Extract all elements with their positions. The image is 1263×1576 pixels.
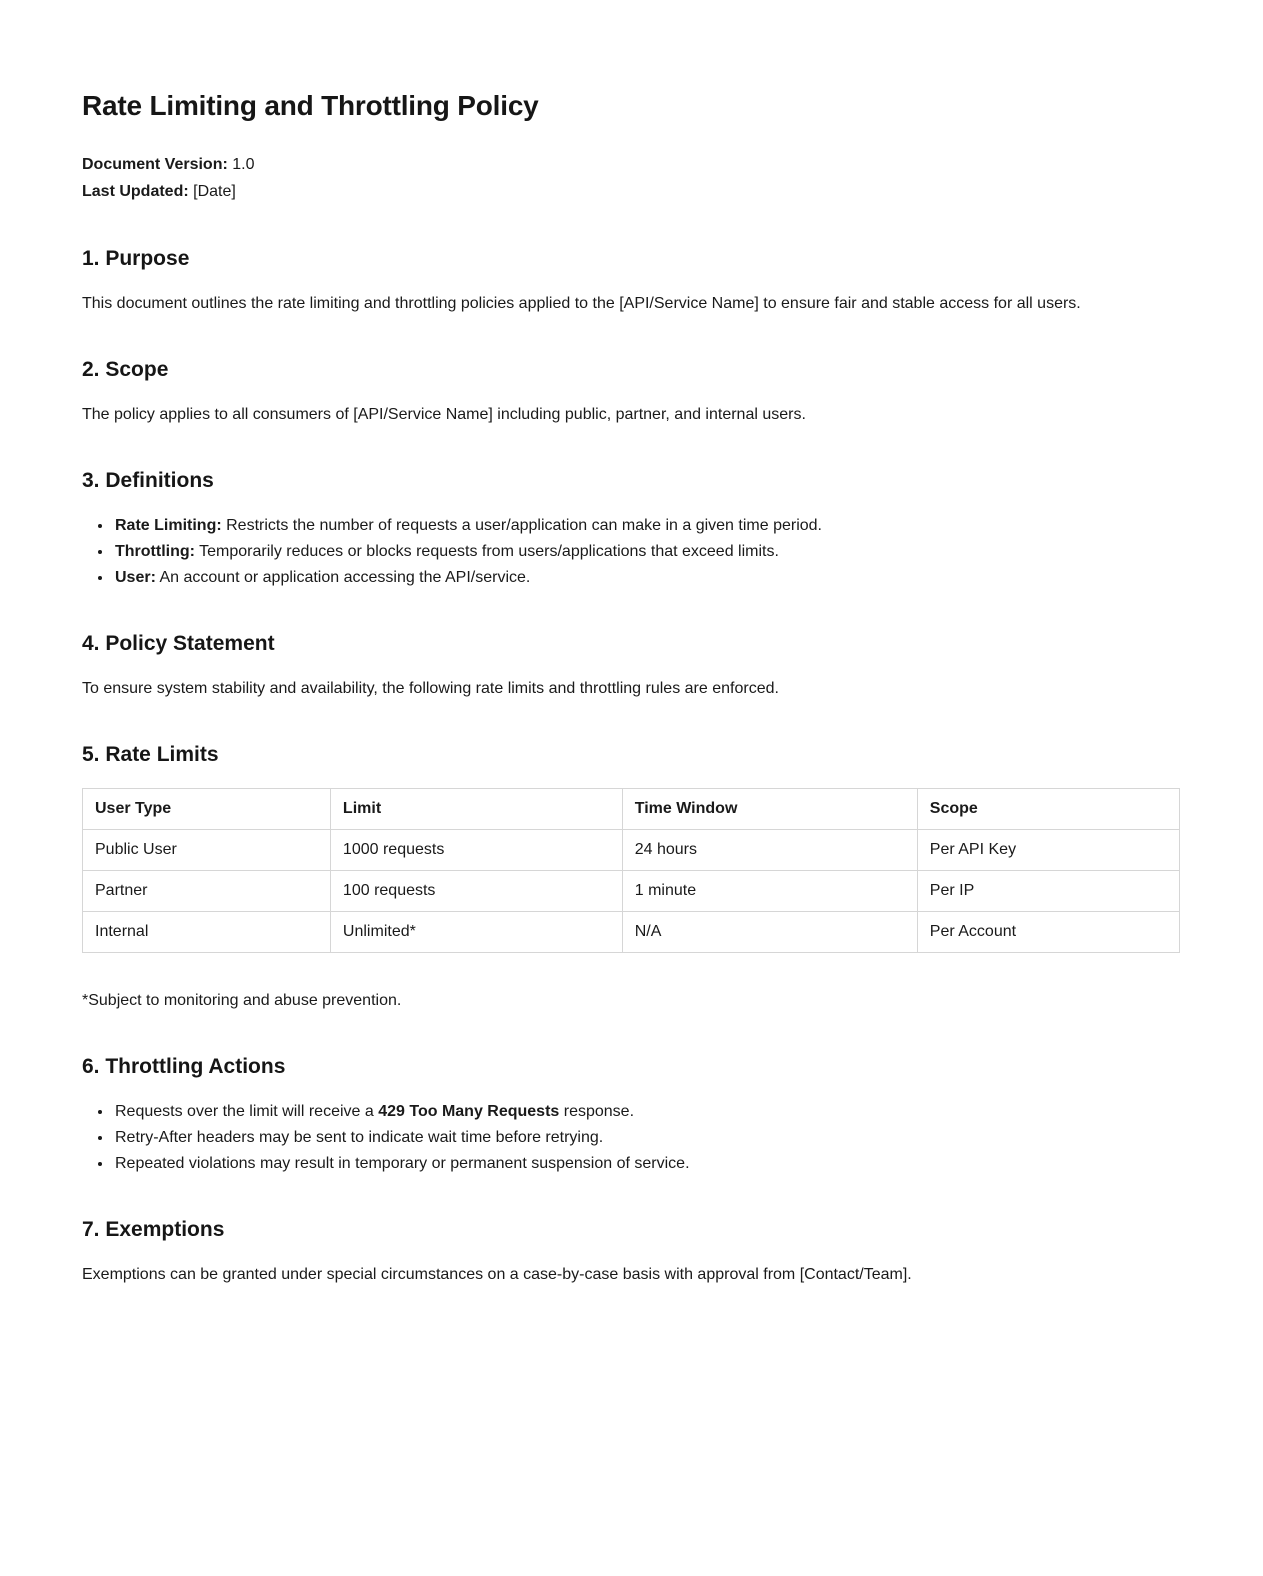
definition-term: Rate Limiting: bbox=[115, 517, 222, 534]
rate-limits-table bbox=[82, 788, 1180, 953]
column-header-limit: Limit bbox=[330, 789, 622, 830]
table-cell: 100 requests bbox=[330, 871, 622, 912]
definition-term: Throttling: bbox=[115, 543, 195, 560]
column-header-user-type: User Type bbox=[83, 789, 331, 830]
throttling-action-item-429 bbox=[113, 1100, 1180, 1124]
scope-heading: 2. Scope bbox=[82, 358, 169, 381]
last-updated-line bbox=[82, 178, 1180, 205]
column-header-time-window: Time Window bbox=[622, 789, 917, 830]
action-text-suffix: response. bbox=[559, 1103, 635, 1120]
document-version-value: 1.0 bbox=[232, 156, 255, 173]
table-header-row bbox=[83, 789, 1180, 830]
exemptions-heading: 7. Exemptions bbox=[82, 1218, 225, 1241]
definition-text: An account or application accessing the API/service. bbox=[159, 569, 531, 586]
exemptions-paragraph: Exemptions can be granted under special circumstances on a case-by-case basis with approval from [Contact/Team]. bbox=[82, 1266, 912, 1283]
document-version-line bbox=[82, 151, 1180, 178]
document-meta bbox=[82, 151, 1180, 205]
last-updated-value: [Date] bbox=[193, 183, 236, 200]
document-version-label: Document Version: bbox=[82, 156, 228, 173]
definitions-list bbox=[82, 514, 1180, 590]
rate-limits-heading: 5. Rate Limits bbox=[82, 743, 219, 766]
table-cell: Per Account bbox=[917, 912, 1179, 953]
action-text-prefix: Retry-After headers may be sent to indicate wait time before retrying. bbox=[115, 1129, 604, 1146]
section-definitions bbox=[82, 467, 1180, 590]
definition-text: Restricts the number of requests a user/application can make in a given time period. bbox=[226, 517, 822, 534]
definition-item-rate-limiting bbox=[113, 514, 1180, 538]
column-header-scope: Scope bbox=[917, 789, 1179, 830]
section-throttling-actions bbox=[82, 1053, 1180, 1176]
scope-paragraph: The policy applies to all consumers of [API/Service Name] including public, partner, and internal users. bbox=[82, 406, 806, 423]
table-row-partner bbox=[83, 871, 1180, 912]
table-cell: Partner bbox=[83, 871, 331, 912]
document-title: Rate Limiting and Throttling Policy bbox=[82, 90, 539, 121]
table-cell: Per API Key bbox=[917, 830, 1179, 871]
table-cell: N/A bbox=[622, 912, 917, 953]
section-exemptions bbox=[82, 1216, 1180, 1287]
section-policy-statement bbox=[82, 630, 1180, 701]
policy-statement-paragraph: To ensure system stability and availability, the following rate limits and throttling rules are enforced. bbox=[82, 680, 779, 697]
table-row-public-user bbox=[83, 830, 1180, 871]
definitions-heading: 3. Definitions bbox=[82, 469, 214, 492]
action-text-prefix: Requests over the limit will receive a bbox=[115, 1103, 379, 1120]
section-scope bbox=[82, 356, 1180, 427]
definition-text: Temporarily reduces or blocks requests from users/applications that exceed limits. bbox=[199, 543, 779, 560]
section-rate-limits bbox=[82, 741, 1180, 1013]
rate-limits-footnote: *Subject to monitoring and abuse prevention. bbox=[82, 992, 402, 1009]
table-cell: Unlimited* bbox=[330, 912, 622, 953]
purpose-paragraph: This document outlines the rate limiting and throttling policies applied to the [API/Service Name] to ensure fair and stable access for all users. bbox=[82, 295, 1081, 312]
definition-item-user bbox=[113, 566, 1180, 590]
throttling-action-item-violations bbox=[113, 1152, 1180, 1176]
table-row-internal bbox=[83, 912, 1180, 953]
definition-item-throttling bbox=[113, 540, 1180, 564]
action-text-bold: 429 Too Many Requests bbox=[378, 1103, 560, 1120]
definition-term: User: bbox=[115, 569, 156, 586]
table-cell: 1 minute bbox=[622, 871, 917, 912]
action-text-prefix: Repeated violations may result in temporary or permanent suspension of service. bbox=[115, 1155, 690, 1172]
last-updated-label: Last Updated: bbox=[82, 183, 189, 200]
table-cell: Internal bbox=[83, 912, 331, 953]
table-cell: Per IP bbox=[917, 871, 1179, 912]
table-cell: 1000 requests bbox=[330, 830, 622, 871]
throttling-actions-heading: 6. Throttling Actions bbox=[82, 1055, 286, 1078]
section-purpose bbox=[82, 245, 1180, 316]
table-cell: 24 hours bbox=[622, 830, 917, 871]
policy-statement-heading: 4. Policy Statement bbox=[82, 632, 275, 655]
table-cell: Public User bbox=[83, 830, 331, 871]
throttling-action-item-retry-after bbox=[113, 1126, 1180, 1150]
throttling-actions-list bbox=[82, 1100, 1180, 1176]
purpose-heading: 1. Purpose bbox=[82, 247, 190, 270]
